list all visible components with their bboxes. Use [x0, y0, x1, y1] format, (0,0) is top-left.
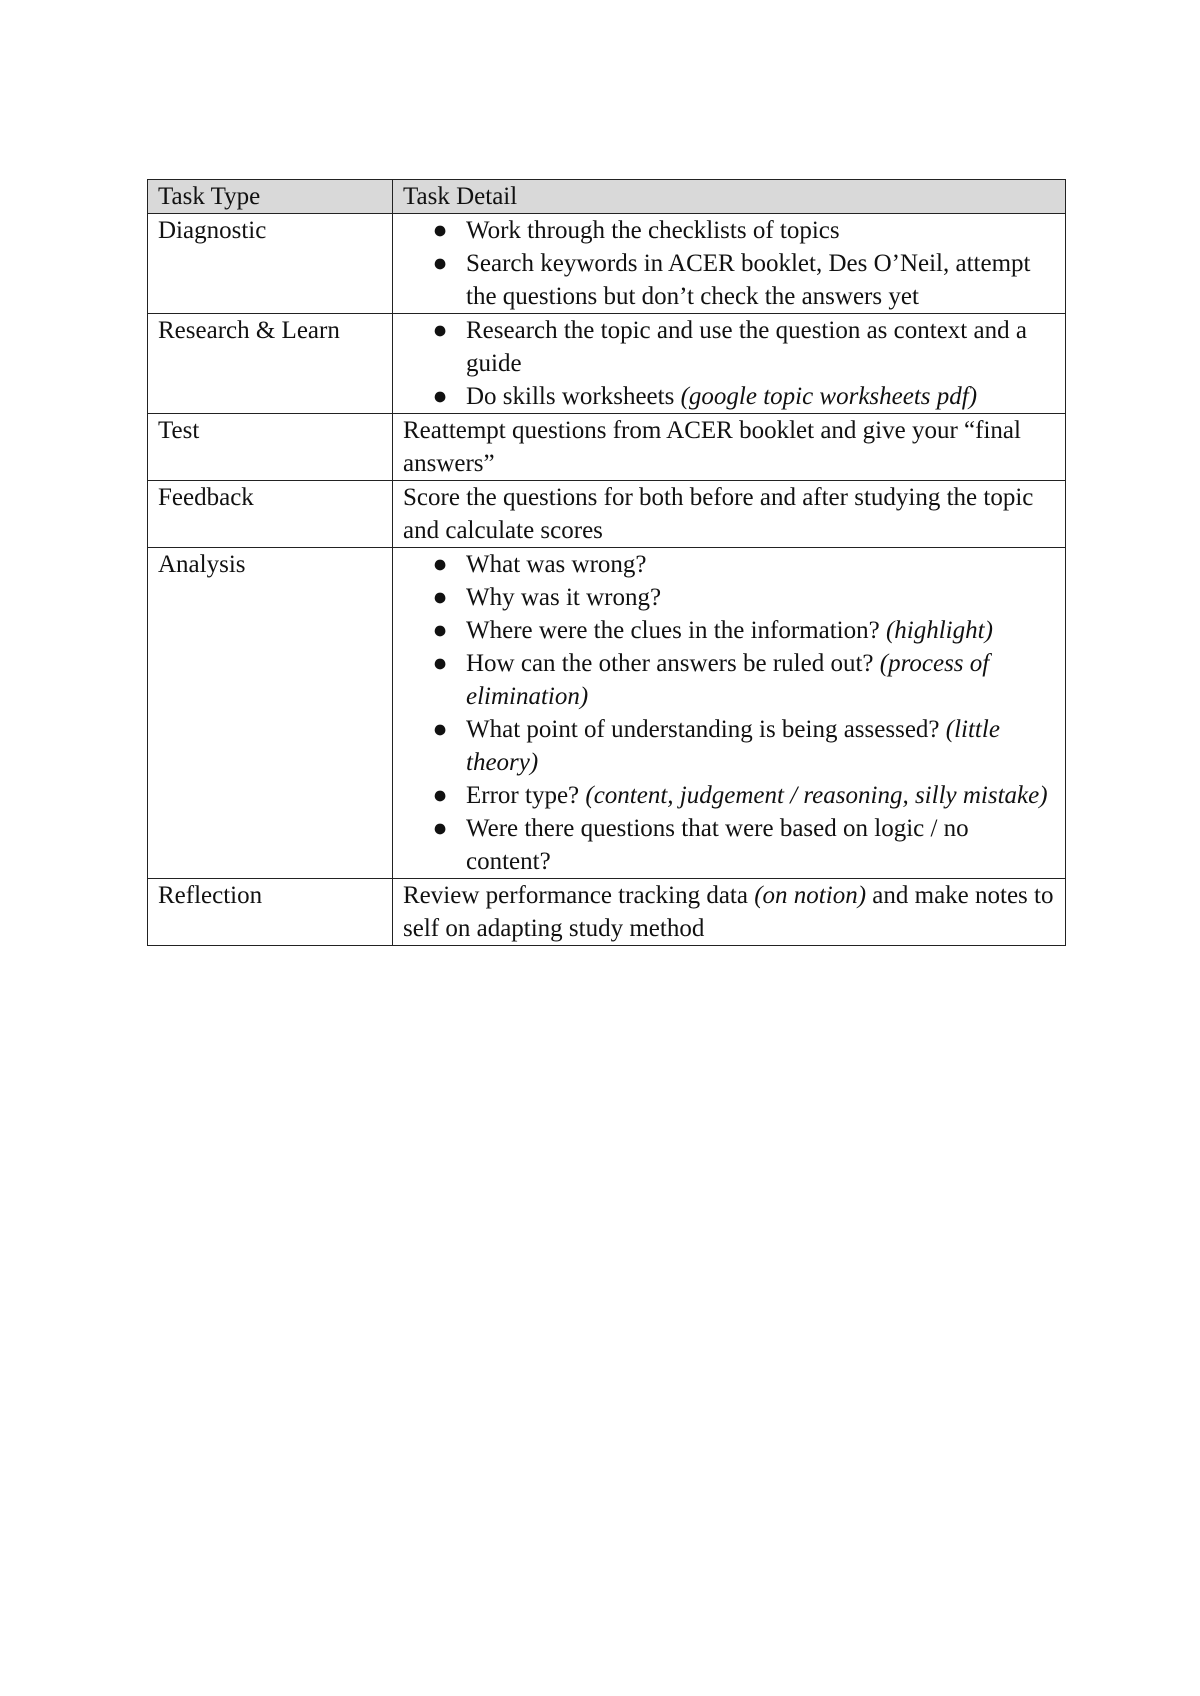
table-row [148, 214, 1066, 314]
task-detail-cell [393, 548, 1066, 879]
bullet-icon: ● [432, 815, 448, 842]
list-item: ● Were there questions that were based on logic / no content? [466, 812, 1057, 878]
task-detail-cell [393, 214, 1066, 314]
list-item: ● What was wrong? [466, 548, 1057, 581]
bullet-icon: ● [432, 551, 448, 578]
task-type-cell: Reflection [148, 879, 393, 946]
bullet-icon: ● [432, 650, 448, 677]
task-detail-cell: Reattempt questions from ACER booklet and give your “final answers” [393, 414, 1066, 481]
bullet-icon: ● [432, 317, 448, 344]
task-detail-cell: Score the questions for both before and after studying the topic and calculate scores [393, 481, 1066, 548]
header-task-detail: Task Detail [393, 180, 1066, 214]
italic-note: (google topic worksheets pdf) [680, 383, 978, 410]
bullet-icon: ● [432, 383, 448, 410]
bullet-icon: ● [432, 617, 448, 644]
italic-note: (highlight) [885, 617, 993, 644]
table-row [148, 548, 1066, 879]
table-header-row [148, 180, 1066, 214]
task-type-cell: Research & Learn [148, 314, 393, 414]
list-item: ● What point of understanding is being assessed? (little theory) [466, 713, 1057, 779]
list-item: ● Why was it wrong? [466, 581, 1057, 614]
task-detail-cell: Review performance tracking data (on notion) and make notes to self on adapting study method [393, 879, 1066, 946]
bullet-icon: ● [432, 250, 448, 277]
task-type-cell: Diagnostic [148, 214, 393, 314]
list-item: ● Where were the clues in the information? (highlight) [466, 614, 1057, 647]
italic-note: (on notion) [754, 882, 867, 909]
list-item: ● Error type? (content, judgement / reasoning, silly mistake) [466, 779, 1057, 812]
bullet-list [403, 314, 1057, 413]
table-row [148, 879, 1066, 946]
table-row [148, 314, 1066, 414]
header-task-type: Task Type [148, 180, 393, 214]
list-item: ● Work through the checklists of topics [466, 214, 1057, 247]
bullet-icon: ● [432, 584, 448, 611]
task-detail-cell [393, 314, 1066, 414]
list-item: ● How can the other answers be ruled out? (process of elimination) [466, 647, 1057, 713]
task-type-cell: Test [148, 414, 393, 481]
task-table [147, 179, 1066, 946]
italic-note: (little theory) [466, 716, 1000, 776]
bullet-icon: ● [432, 217, 448, 244]
list-item: ● Search keywords in ACER booklet, Des O’Neil, attempt the questions but don’t check the answers yet [466, 247, 1057, 313]
bullet-list [403, 548, 1057, 878]
task-type-cell: Feedback [148, 481, 393, 548]
table-row [148, 414, 1066, 481]
list-item: ● Do skills worksheets (google topic worksheets pdf) [466, 380, 1057, 413]
italic-note: (process of elimination) [466, 650, 990, 710]
bullet-icon: ● [432, 716, 448, 743]
bullet-list [403, 214, 1057, 313]
list-item: ● Research the topic and use the question as context and a guide [466, 314, 1057, 380]
bullet-icon: ● [432, 782, 448, 809]
task-type-cell: Analysis [148, 548, 393, 879]
italic-note: (content, judgement / reasoning, silly mistake) [585, 782, 1048, 809]
table-row [148, 481, 1066, 548]
